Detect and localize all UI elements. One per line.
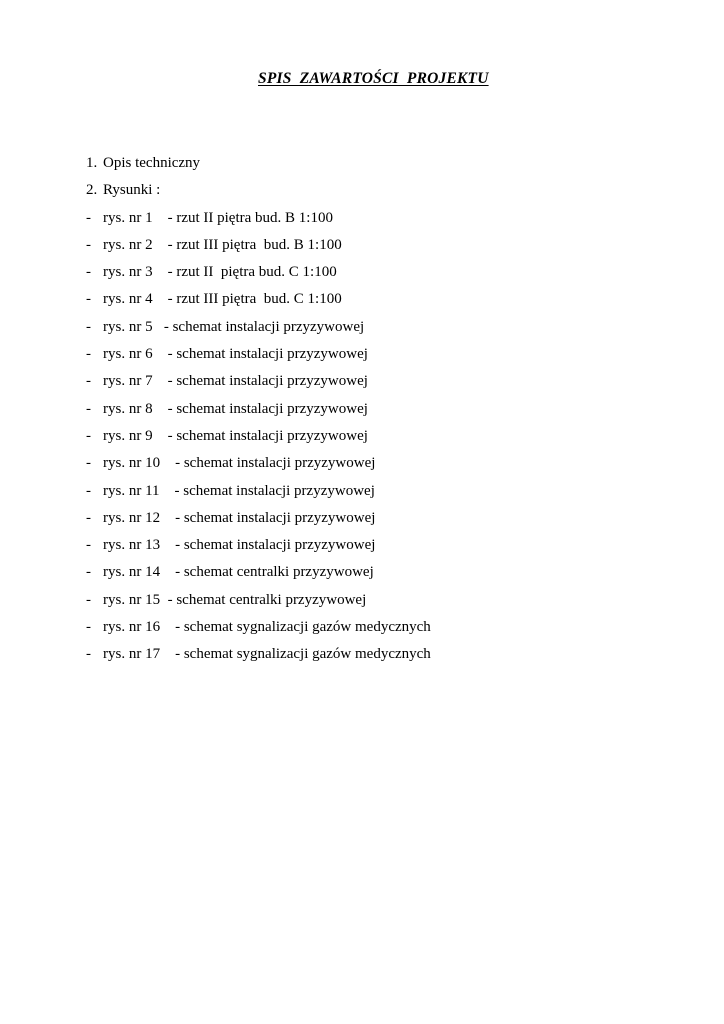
list-item — [86, 368, 431, 395]
list-marker: - — [86, 291, 91, 308]
list-item-text: rys. nr 6 - schemat instalacji przyzywowej — [103, 346, 368, 363]
list-item-text: rys. nr 9 - schemat instalacji przyzywowej — [103, 427, 368, 444]
list-item-text: rys. nr 15 - schemat centralki przyzywowej — [103, 591, 367, 608]
list-item — [86, 641, 431, 668]
list-item — [86, 614, 431, 641]
list-marker: - — [86, 400, 91, 417]
list-item — [86, 587, 431, 614]
list-item-text: Opis techniczny — [103, 155, 201, 171]
list-marker: - — [86, 482, 91, 499]
list-item-text: rys. nr 4 - rzut III piętra bud. C 1:100 — [103, 291, 342, 308]
list-item-text: rys. nr 2 - rzut III piętra bud. B 1:100 — [103, 236, 342, 253]
list-item-text: rys. nr 5 - schemat instalacji przyzywowej — [103, 318, 365, 335]
list-marker: - — [86, 537, 91, 554]
list-item-text: rys. nr 16 - schemat sygnalizacji gazów medycznych — [103, 619, 431, 636]
list-marker: - — [86, 318, 91, 335]
list-item-text: rys. nr 10 - schemat instalacji przyzywowej — [103, 455, 376, 472]
list-item — [86, 177, 431, 204]
list-item-text: rys. nr 17 - schemat sygnalizacji gazów medycznych — [103, 646, 431, 663]
list-marker: - — [86, 346, 91, 363]
list-item — [86, 478, 431, 505]
list-marker: - — [86, 619, 91, 636]
list-item — [86, 259, 431, 286]
list-marker: - — [86, 373, 91, 390]
list-item-text: rys. nr 7 - schemat instalacji przyzywowej — [103, 373, 368, 390]
list-item-text: rys. nr 12 - schemat instalacji przyzywowej — [103, 509, 376, 526]
list-item-text: rys. nr 3 - rzut II piętra bud. C 1:100 — [103, 264, 337, 281]
list-item-text: rys. nr 13 - schemat instalacji przyzywowej — [103, 537, 376, 554]
list-marker: - — [86, 455, 91, 472]
list-marker: 2. — [86, 182, 98, 199]
list-item-text: rys. nr 11 - schemat instalacji przyzywowej — [103, 482, 375, 499]
list-item-text: Rysunki : — [103, 182, 161, 199]
list-marker: - — [86, 646, 91, 663]
list-item — [86, 559, 431, 586]
list-marker: - — [86, 209, 91, 226]
list-item — [86, 341, 431, 368]
list-item — [86, 314, 431, 341]
list-item — [86, 286, 431, 313]
list-item — [86, 450, 431, 477]
list-item-text: rys. nr 14 - schemat centralki przyzywowej — [103, 564, 374, 581]
list-item — [86, 205, 431, 232]
list-item — [86, 505, 431, 532]
page-title: SPIS ZAWARTOŚCI PROJEKTU — [258, 70, 489, 87]
list-marker: - — [86, 236, 91, 253]
list-item — [86, 423, 431, 450]
contents-list — [86, 150, 431, 669]
list-item — [86, 396, 431, 423]
list-item — [86, 232, 431, 259]
list-marker: - — [86, 264, 91, 281]
list-item-text: rys. nr 8 - schemat instalacji przyzywowej — [103, 400, 368, 417]
list-item-text: rys. nr 1 - rzut II piętra bud. B 1:100 — [103, 209, 333, 226]
list-item — [86, 150, 431, 177]
list-marker: - — [86, 509, 91, 526]
list-marker: - — [86, 564, 91, 581]
list-marker: 1. — [86, 155, 98, 171]
list-marker: - — [86, 427, 91, 444]
list-item — [86, 532, 431, 559]
list-marker: - — [86, 591, 91, 608]
